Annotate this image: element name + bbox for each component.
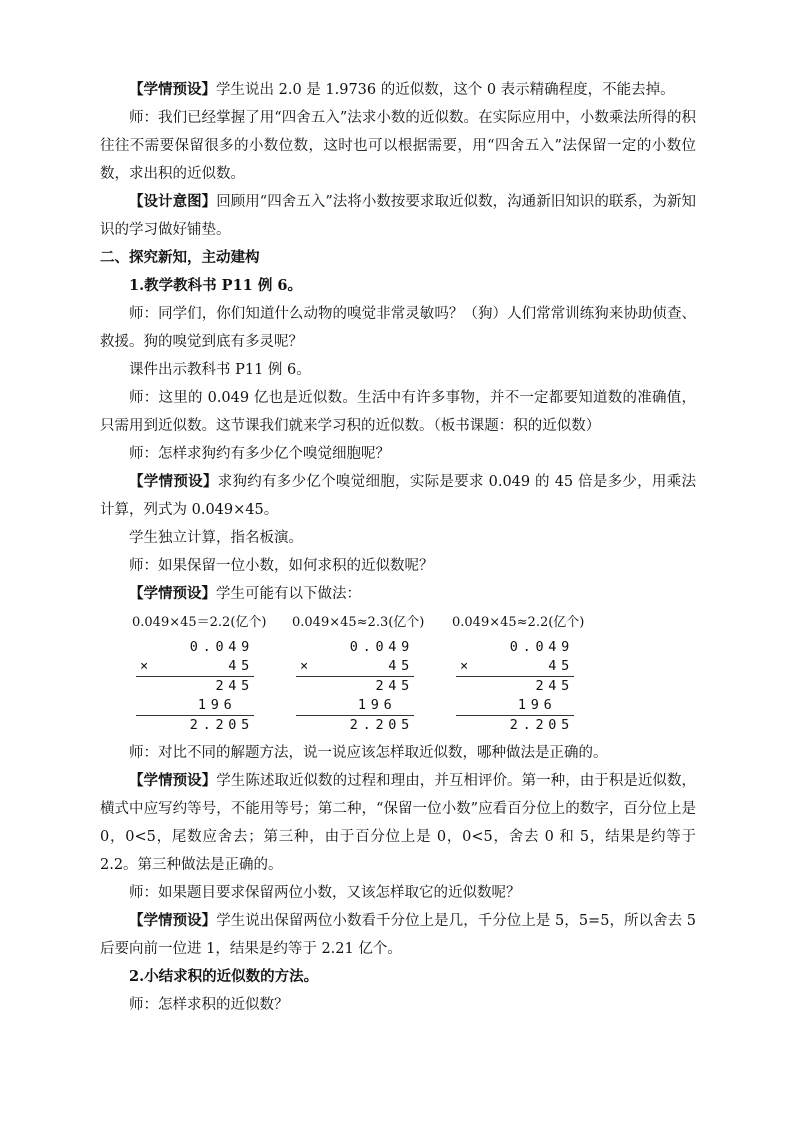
product: 2.205 (189, 717, 254, 733)
paragraph (100, 524, 696, 552)
tag-label: 【学情预设】 (129, 473, 218, 490)
vertical-multiplication (456, 638, 574, 735)
subsection-heading: 1.教学教科书 P11 例 6。 (129, 277, 302, 294)
product: 2.205 (509, 717, 574, 733)
paragraph-text: 师：我们已经掌握了用“四舍五入”法求小数的近似数。在实际应用中，小数乘法所得的积往往不需要保留很多的小数位数，这时也可以根据需要，用“四舍五入”法保留一定的小数位数，求出积的近似数。 (100, 110, 696, 182)
partial-product: 196 (517, 697, 557, 713)
paragraph-text: 回顾用“四舍五入”法将小数按要求取近似数，沟通新旧知识的联系，为新知识的学习做好铺垫。 (100, 194, 697, 238)
times-sign: × (460, 658, 469, 674)
tag-label: 【学情预设】 (129, 912, 217, 929)
tag-label: 【设计意图】 (129, 193, 217, 210)
calculation-row (132, 612, 612, 735)
paragraph (100, 879, 696, 907)
partial-product: 245 (375, 678, 414, 694)
paragraph-text: 学生可能有以下做法： (216, 586, 361, 602)
subsection-heading: 2.小结求积的近似数的方法。 (129, 968, 319, 985)
calculation-method-1 (132, 612, 292, 735)
paragraph-text: 师：如果题目要求保留两位小数，又该怎样取它的近似数呢？ (129, 885, 521, 901)
multiplicand: 0.049 (189, 639, 254, 655)
paragraph-text: 师：对比不同的解题方法，说一说应该怎样取近似数，哪种做法是正确的。 (129, 745, 608, 761)
paragraph (100, 991, 696, 1019)
partial-product: 196 (197, 697, 237, 713)
section-heading: 二、探究新知，主动建构 (100, 249, 260, 266)
paragraph (100, 356, 696, 384)
multiplicand: 0.049 (349, 639, 414, 655)
product: 2.205 (349, 717, 414, 733)
paragraph (100, 104, 696, 188)
partial-product: 245 (215, 678, 254, 694)
paragraph-text: 师：这里的 0.049 亿也是近似数。生活中有许多事物，并不一定都要知道数的准确值，只需用到近似数。这节课我们就来学习积的近似数。（板书课题：积的近似数） (100, 390, 696, 434)
partial-product: 196 (357, 697, 397, 713)
paragraph-text: 师：如果保留一位小数，如何求积的近似数呢？ (129, 558, 434, 574)
paragraph-text: 师：同学们，你们知道什么动物的嗅觉非常灵敏吗？（狗）人们常常训练狗来协助侦查、救援。狗的嗅觉到底有多灵呢？ (100, 306, 696, 350)
paragraph (100, 440, 696, 468)
paragraph-text: 师：怎样求积的近似数？ (129, 997, 289, 1013)
paragraph-text: 课件出示教科书 P11 例 6。 (129, 362, 311, 378)
tag-label: 【学情预设】 (129, 81, 216, 98)
paragraph (100, 300, 696, 356)
partial-product: 245 (535, 678, 574, 694)
vertical-multiplication (296, 638, 414, 735)
paragraph (100, 384, 696, 440)
paragraph-text: 师：怎样求狗约有多少亿个嗅觉细胞呢？ (129, 446, 390, 462)
paragraph-text: 学生独立计算，指名板演。 (129, 530, 303, 546)
paragraph-text: 学生说出保留两位小数看千分位上是几，千分位上是 5，5=5，所以舍去 5 后要向前一位进 1，结果是约等于 2.21 亿个。 (100, 913, 696, 957)
multiplier: 45 (228, 658, 254, 674)
calculation-method-2 (292, 612, 452, 735)
paragraph (100, 767, 696, 879)
paragraph-text: 学生说出 2.0 是 1.9736 的近似数，这个 0 表示精确程度，不能去掉。 (216, 82, 675, 98)
vertical-multiplication (136, 638, 254, 735)
tag-label: 【学情预设】 (129, 585, 216, 602)
times-sign: × (140, 658, 149, 674)
paragraph (100, 552, 696, 580)
multiplier: 45 (388, 658, 414, 674)
equation: 0.049×45≈2.3(亿个) (292, 615, 425, 630)
paragraph (100, 76, 696, 104)
calculation-method-3 (452, 612, 612, 735)
times-sign: × (300, 658, 309, 674)
equation: 0.049×45＝2.2(亿个) (132, 615, 267, 630)
paragraph (100, 739, 696, 767)
document-content (100, 76, 696, 1019)
paragraph (100, 188, 696, 244)
tag-label: 【学情预设】 (129, 772, 217, 789)
paragraph (100, 580, 696, 608)
paragraph-text: 学生陈述取近似数的过程和理由，并互相评价。第一种，由于积是近似数，横式中应写约等号，不能用等号；第二种，“保留一位小数”应看百分位上的数字，百分位上是 0，0<5，尾数应舍去；第三种，由于百分位上是 0，0<5，舍去 0 和 5，结果是约等于 2.2。第三种做法是正确的。 (100, 773, 697, 873)
multiplicand: 0.049 (509, 639, 574, 655)
multiplier: 45 (548, 658, 574, 674)
paragraph (100, 468, 696, 524)
paragraph (100, 907, 696, 963)
paragraph-text: 求狗约有多少亿个嗅觉细胞，实际是要求 0.049 的 45 倍是多少，用乘法计算，列式为 0.049×45。 (100, 474, 696, 518)
equation: 0.049×45≈2.2(亿个) (452, 615, 585, 630)
